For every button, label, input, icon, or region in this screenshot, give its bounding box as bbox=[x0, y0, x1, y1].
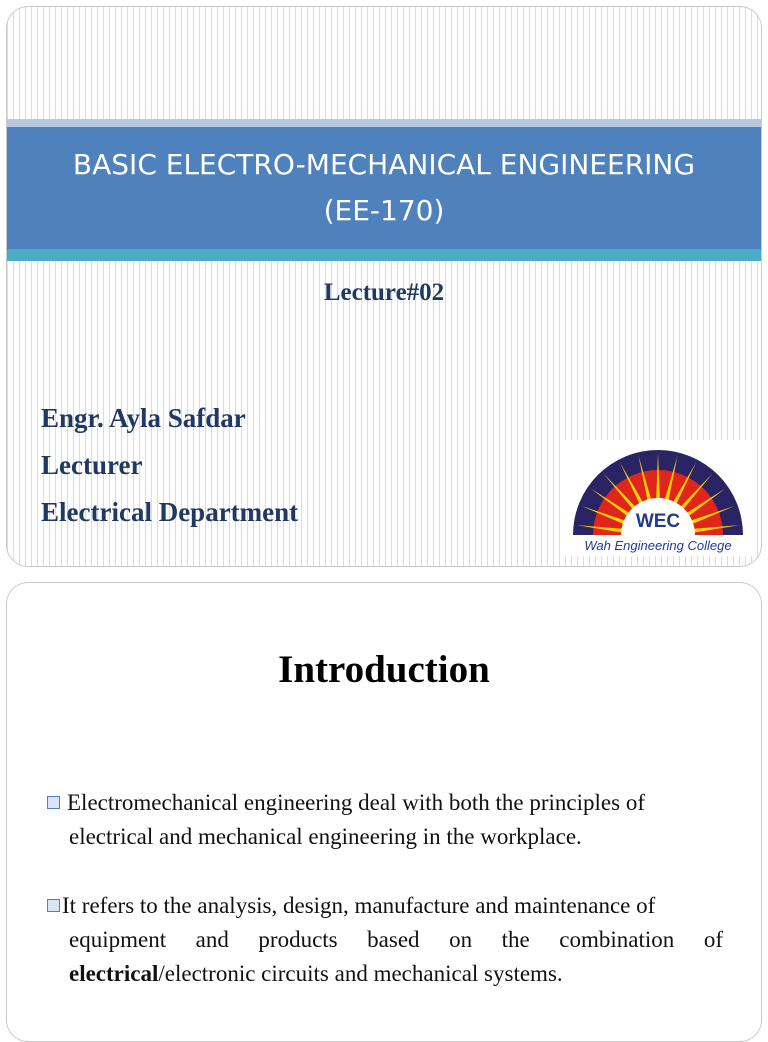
bullet-2-line-1: It refers to the analysis, design, manufacture and maintenance of bbox=[62, 893, 656, 918]
author-department: Electrical Department bbox=[41, 497, 299, 527]
square-bullet-icon bbox=[47, 899, 60, 912]
title-bottom-stripe bbox=[7, 249, 761, 261]
author-block bbox=[41, 395, 298, 536]
bullet-2-bold-term: electrical bbox=[69, 961, 159, 986]
logo-college-name: Wah Engineering College bbox=[584, 538, 732, 553]
title-band bbox=[7, 127, 761, 249]
bullet-point-1 bbox=[47, 786, 723, 854]
lecture-number: Lecture#02 bbox=[323, 279, 445, 306]
college-logo bbox=[563, 440, 753, 556]
author-role: Lecturer bbox=[41, 450, 143, 480]
course-code: (EE-170) bbox=[323, 194, 445, 227]
title-top-stripe bbox=[7, 119, 761, 127]
logo-abbreviation: WEC bbox=[635, 511, 681, 532]
introduction-title: Introduction bbox=[278, 648, 490, 691]
bullet-2-line-3: /electronic circuits and mechanical systems. bbox=[158, 961, 563, 986]
bullet-1-line-1: Electromechanical engineering deal with both the principles of bbox=[67, 790, 645, 815]
bullet-point-2 bbox=[47, 889, 723, 991]
introduction-slide bbox=[6, 582, 762, 1042]
bullet-2-line-2: equipment and products based on the combination of bbox=[69, 927, 723, 952]
wec-logo-icon bbox=[563, 440, 753, 556]
title-slide bbox=[6, 6, 762, 567]
square-bullet-icon bbox=[47, 796, 60, 809]
author-name: Engr. Ayla Safdar bbox=[41, 403, 246, 433]
course-title: BASIC ELECTRO-MECHANICAL ENGINEERING bbox=[72, 148, 696, 181]
bullet-1-line-2: electrical and mechanical engineering in the workplace. bbox=[69, 824, 582, 849]
